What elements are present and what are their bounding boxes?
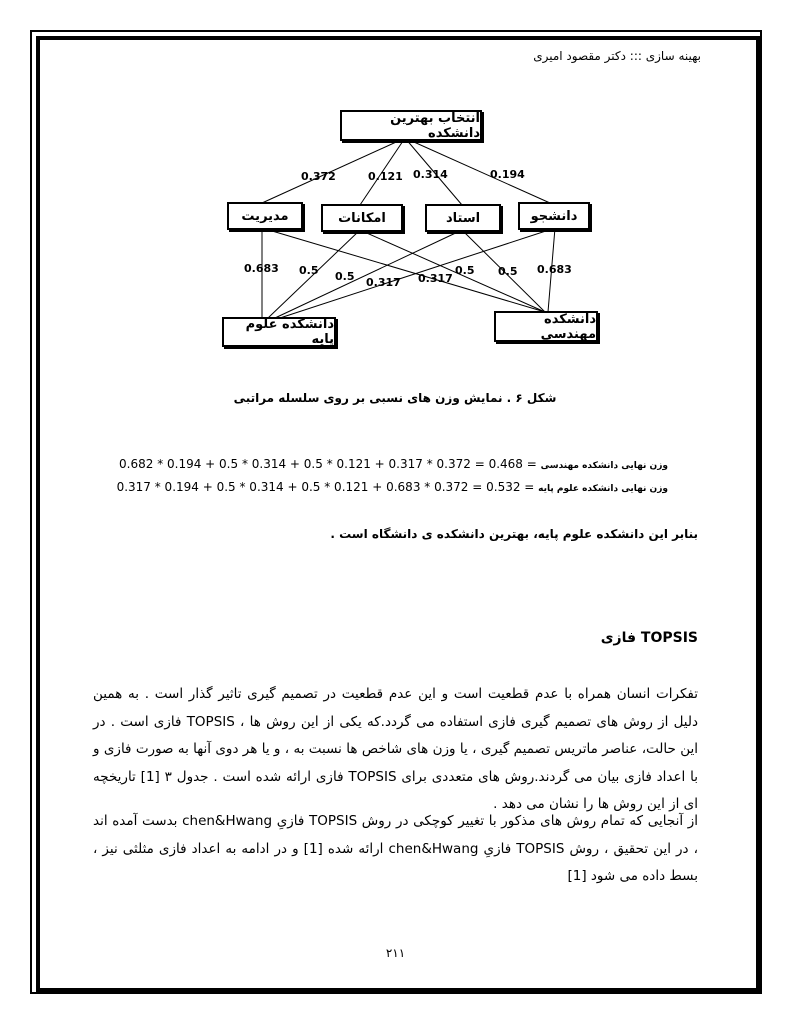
goal-node: انتخاب بهترین دانشکده [340,110,482,141]
alt-weight-3: 0.5 [335,270,355,283]
figure-caption: شکل ۶ . نمایش وزن های نسبی بر روی سلسله مراتبی [233,391,557,405]
weight-facilities: 0.121 [368,170,403,183]
alt-weight-4: 0.317 [366,276,401,289]
equation-engineering: وزن نهایی دانشکده مهندسی = 0.682 * 0.194 + 0.5 * 0.314 + 0.5 * 0.121 + 0.317 * 0.372 = 0.468 [119,457,668,471]
alt-weight-2: 0.5 [299,264,319,277]
section-heading: TOPSIS فازی [600,630,698,646]
paragraph-1: تفکرات انسان همراه با عدم قطعیت است و این عدم قطعیت در تصمیم گیری تاثیر گذار است . به همین دلیل از روش های تصمیم گیری فازی استفاده می گردد.که یکی از این روش ها ، TOPSIS فازی است . در این حالت، عناصر ماتریس تصمیم گیری ، یا وزن های شاخص ها نسبت به ، و یا هر دوی آنها به صورت فازی و با اعداد فازی بیان می گردند.روش های متعددی برای TOPSIS فازی ارائه شده است . جدول ۳ [1] تاریخچه ای از این روش ها را نشان می دهد . [93,686,699,812]
conclusion-text: بنابر این دانشکده علوم پایه، بهترین دانشکده ی دانشگاه است . [330,527,698,541]
alt-weight-1: 0.683 [244,262,279,275]
criterion-management: مدیریت [227,202,303,230]
equation-science-label: وزن نهایی دانشکده علوم پایه [538,484,668,494]
equation-engineering-label: وزن نهایی دانشکده مهندسی [540,461,668,471]
alternative-engineering: دانشکده مهندسی [494,311,598,342]
equation-engineering-expr: 0.682 * 0.194 + 0.5 * 0.314 + 0.5 * 0.121 + 0.317 * 0.372 = 0.468 [119,457,523,471]
alt-weight-8: 0.683 [537,263,572,276]
paragraph-2: از آنجایی که تمام روش های مذکور با تغییر کوچکی در روش TOPSIS فازیِ chen&Hwang بدست آمده اند ، در این تحقیق ، روش TOPSIS فازیِ chen&Hwang ارائه شده [1] و در ادامه به اعداد فازی مثلثی نیز ، بسط داده می شود [1] [93,813,698,884]
alt-weight-6: 0.5 [455,264,475,277]
criterion-facilities: امکانات [321,204,403,232]
alternative-science: دانشکده علوم پایه [222,317,336,347]
alt-weight-5: 0.317 [418,272,453,285]
weight-professor: 0.314 [413,168,448,181]
page-number: ۲۱۱ [385,946,406,960]
alt-weight-7: 0.5 [498,265,518,278]
weight-student: 0.194 [490,168,525,181]
criterion-student: دانشجو [518,202,590,230]
equation-science-expr: 0.317 * 0.194 + 0.5 * 0.314 + 0.5 * 0.121 + 0.683 * 0.372 = 0.532 [116,480,521,494]
equation-science: وزن نهایی دانشکده علوم پایه = 0.317 * 0.194 + 0.5 * 0.314 + 0.5 * 0.121 + 0.683 * 0.372 = 0.532 [116,480,668,494]
running-header: بهینه سازی ::: دکتر مقصود امیری [533,49,701,63]
weight-management: 0.372 [301,170,336,183]
criterion-professor: استاد [425,204,501,232]
